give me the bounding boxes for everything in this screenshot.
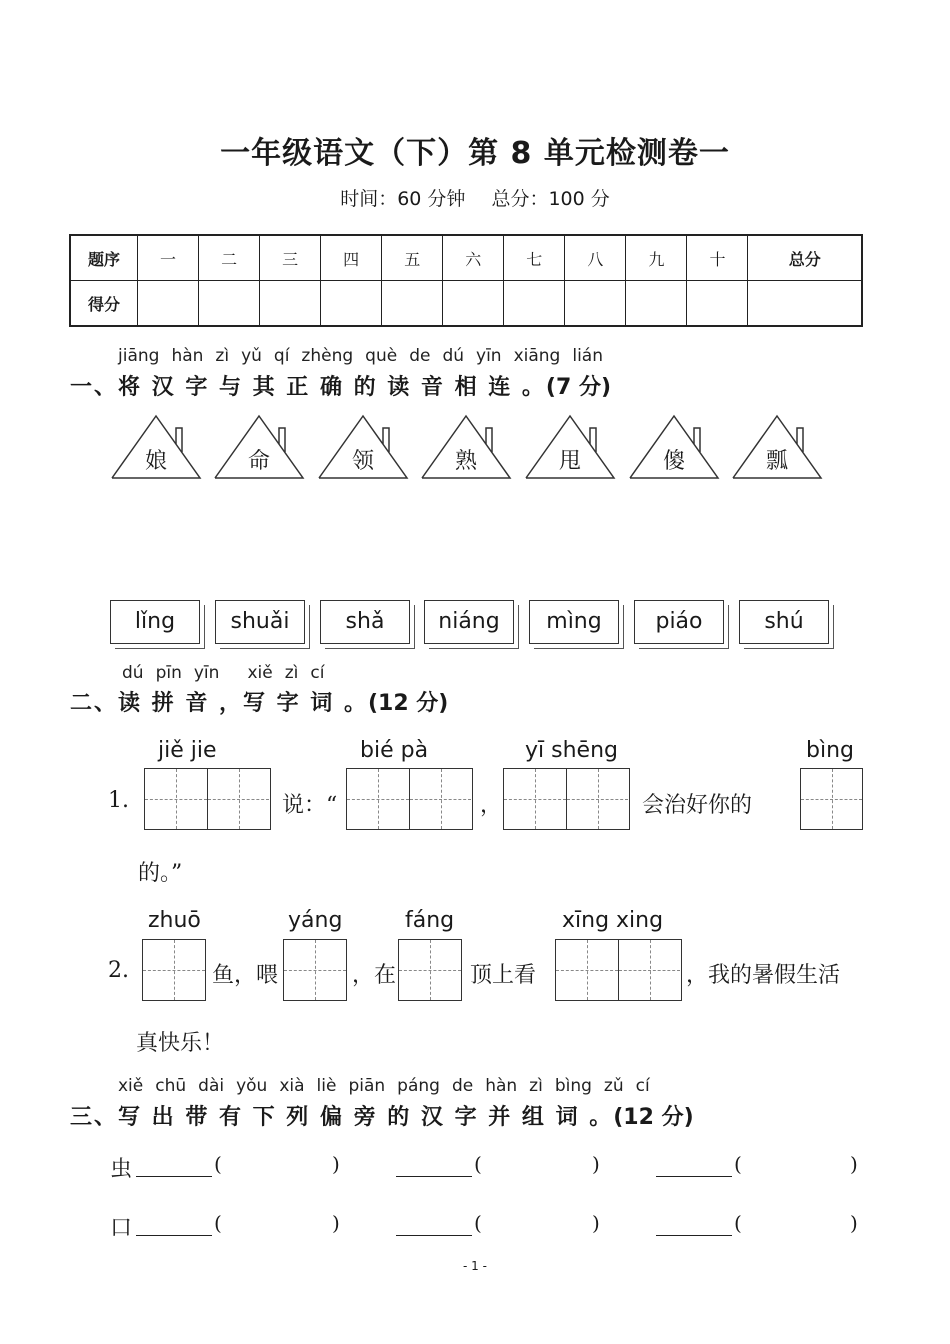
section1-pinyin — [118, 346, 615, 366]
score-input-cell[interactable] — [321, 281, 382, 327]
section3-points: (12 分) — [613, 1105, 694, 1130]
house-character[interactable] — [317, 414, 409, 480]
q1-text-1: 说：“ — [282, 793, 338, 818]
answer-blank[interactable] — [396, 1154, 472, 1177]
q2-text-2: ，在 — [352, 963, 397, 988]
section2-pinyin — [122, 663, 336, 683]
score-input-cell[interactable] — [565, 281, 626, 327]
pinyin: zǔ — [603, 1076, 624, 1096]
house-char: 甩 — [558, 449, 581, 474]
score-table-score-row — [70, 281, 862, 327]
score-input-cell[interactable] — [443, 281, 504, 327]
q2-pinyin-d: xīng xing — [562, 908, 664, 933]
paren-close: ) — [850, 1152, 858, 1176]
radical-label: 口 — [110, 1216, 133, 1241]
paren-close: ) — [592, 1211, 600, 1235]
score-table — [69, 234, 863, 327]
q2-pinyin-c: fáng — [405, 908, 455, 933]
score-cell: 三 — [260, 235, 321, 281]
pinyin: pīn — [155, 663, 182, 683]
score-input-cell[interactable] — [687, 281, 748, 327]
q2-number: 2. — [108, 958, 129, 983]
section2-points: (12 分) — [367, 691, 449, 716]
pinyin: lián — [572, 346, 603, 366]
section3-title-text: 三、写 出 带 有 下 列 偏 旁 的 汉 字 并 组 词 。 — [70, 1105, 614, 1130]
writing-grid[interactable] — [503, 768, 630, 830]
pinyin: dú — [442, 346, 465, 366]
section3-pinyin — [118, 1076, 662, 1096]
pinyin: zhèng — [301, 346, 354, 366]
pinyin: cí — [310, 663, 325, 683]
answer-blank[interactable] — [656, 1154, 732, 1177]
score-input-cell[interactable] — [748, 281, 862, 327]
house-character[interactable] — [213, 414, 305, 480]
section1-points: (7 分) — [545, 375, 611, 400]
paren-close: ) — [850, 1211, 858, 1235]
q2-text-1: 鱼，喂 — [212, 963, 279, 988]
house-char: 傻 — [662, 449, 685, 474]
q2-pinyin-a: zhuō — [148, 908, 201, 933]
house-char: 熟 — [454, 449, 477, 474]
radical-label: 虫 — [110, 1157, 133, 1182]
q1-text-3: 会治好你的 — [642, 793, 753, 818]
page-title: 一年级语文（下）第 8 单元检测卷一 — [220, 136, 730, 171]
answer-blank[interactable] — [136, 1213, 212, 1236]
pinyin: de — [451, 1076, 474, 1096]
q2-text-4: ，我的暑假生活 — [686, 963, 841, 988]
pinyin: xià — [279, 1076, 305, 1096]
score-cell: 一 — [138, 235, 199, 281]
answer-blank[interactable] — [656, 1213, 732, 1236]
section1-title-text: 一、将 汉 字 与 其 正 确 的 读 音 相 连 。 — [70, 375, 546, 400]
paren-open: ( — [214, 1211, 222, 1235]
pinyin: dú — [122, 663, 144, 683]
pinyin: xiě — [247, 663, 273, 683]
q1-pinyin-a: jiě jie — [158, 738, 217, 763]
writing-grid[interactable] — [142, 939, 206, 1001]
paren-close: ) — [332, 1211, 340, 1235]
pinyin-box[interactable]: lǐng — [110, 600, 200, 644]
pinyin: de — [409, 346, 431, 366]
score-input-cell[interactable] — [626, 281, 687, 327]
pinyin: chū — [155, 1076, 187, 1096]
pinyin-box[interactable]: piáo — [634, 600, 724, 644]
pinyin: liè — [316, 1076, 337, 1096]
pinyin: zì — [529, 1076, 543, 1096]
pinyin: dài — [198, 1076, 225, 1096]
writing-grid[interactable] — [398, 939, 462, 1001]
pinyin: yǒu — [236, 1076, 268, 1096]
score-input-cell[interactable] — [382, 281, 443, 327]
paren-open: ( — [734, 1211, 742, 1235]
pinyin: yīn — [193, 663, 220, 683]
page-number: - 1 - — [463, 1259, 487, 1273]
q1-pinyin-b: bié pà — [360, 738, 429, 763]
score-cell: 四 — [321, 235, 382, 281]
pinyin: xiě — [118, 1076, 144, 1096]
house-char: 命 — [247, 449, 270, 474]
q2-continuation: 真快乐！ — [136, 1031, 225, 1056]
score-cell: 题序 — [70, 235, 138, 281]
score-cell: 七 — [504, 235, 565, 281]
q1-number: 1. — [108, 788, 129, 813]
writing-grid[interactable] — [555, 939, 682, 1001]
pinyin: zì — [284, 663, 299, 683]
score-label: 得分 — [70, 281, 138, 327]
score-input-cell[interactable] — [260, 281, 321, 327]
q1-pinyin-d: bìng — [806, 738, 854, 763]
paren-close: ) — [592, 1152, 600, 1176]
house-character[interactable] — [110, 414, 202, 480]
pinyin: què — [365, 346, 398, 366]
pinyin: bìng — [554, 1076, 592, 1096]
paren-open: ( — [474, 1211, 482, 1235]
pinyin: hàn — [171, 346, 204, 366]
paren-close: ) — [332, 1152, 340, 1176]
house-character[interactable] — [731, 414, 823, 480]
score-cell: 六 — [443, 235, 504, 281]
score-cell: 十 — [687, 235, 748, 281]
exam-info — [0, 184, 950, 211]
q2-text-3: 顶上看 — [470, 963, 537, 988]
pinyin: páng — [397, 1076, 440, 1096]
score-table-header-row — [70, 235, 862, 281]
answer-blank[interactable] — [136, 1154, 212, 1177]
writing-grid[interactable] — [346, 768, 473, 830]
pinyin-box[interactable]: shǎ — [320, 600, 410, 644]
pinyin: cí — [635, 1076, 650, 1096]
pinyin-box[interactable]: shuǎi — [215, 600, 305, 644]
writing-grid[interactable] — [800, 768, 863, 830]
pinyin: yīn — [476, 346, 502, 366]
section1-title — [70, 370, 611, 401]
house-character[interactable] — [628, 414, 720, 480]
q1-pinyin-c: yī shēng — [525, 738, 618, 763]
house-character[interactable] — [420, 414, 512, 480]
score-cell: 二 — [199, 235, 260, 281]
pinyin: jiāng — [118, 346, 160, 366]
section2-title-text: 二、读 拼 音 ，写 字 词 。 — [70, 691, 368, 716]
section2-title — [70, 686, 448, 717]
pinyin: piān — [348, 1076, 386, 1096]
house-char: 领 — [351, 449, 374, 474]
paren-open: ( — [474, 1152, 482, 1176]
paren-open: ( — [734, 1152, 742, 1176]
q1-continuation: 的。” — [138, 861, 183, 886]
score-cell: 总分 — [748, 235, 862, 281]
score-cell: 八 — [565, 235, 626, 281]
total-label: 总分：100 分 — [491, 188, 610, 210]
score-input-cell[interactable] — [199, 281, 260, 327]
score-input-cell[interactable] — [138, 281, 199, 327]
q1-text-2: ， — [480, 793, 503, 818]
house-char: 瓢 — [765, 449, 788, 474]
pinyin: xiāng — [513, 346, 561, 366]
score-cell: 九 — [626, 235, 687, 281]
pinyin-box[interactable]: mìng — [529, 600, 619, 644]
pinyin: zì — [215, 346, 230, 366]
house-character[interactable] — [524, 414, 616, 480]
section3-title — [70, 1100, 694, 1131]
answer-blank[interactable] — [396, 1213, 472, 1236]
writing-grid[interactable] — [283, 939, 347, 1001]
pinyin-box[interactable]: shú — [739, 600, 829, 644]
paren-open: ( — [214, 1152, 222, 1176]
pinyin-box[interactable]: niáng — [424, 600, 514, 644]
pinyin: yǔ — [241, 346, 262, 366]
q2-pinyin-b: yáng — [288, 908, 343, 933]
pinyin: hàn — [485, 1076, 518, 1096]
house-char: 娘 — [144, 449, 167, 474]
score-input-cell[interactable] — [504, 281, 565, 327]
pinyin: qí — [273, 346, 290, 366]
score-cell: 五 — [382, 235, 443, 281]
time-label: 时间：60 分钟 — [340, 188, 466, 210]
writing-grid[interactable] — [144, 768, 271, 830]
